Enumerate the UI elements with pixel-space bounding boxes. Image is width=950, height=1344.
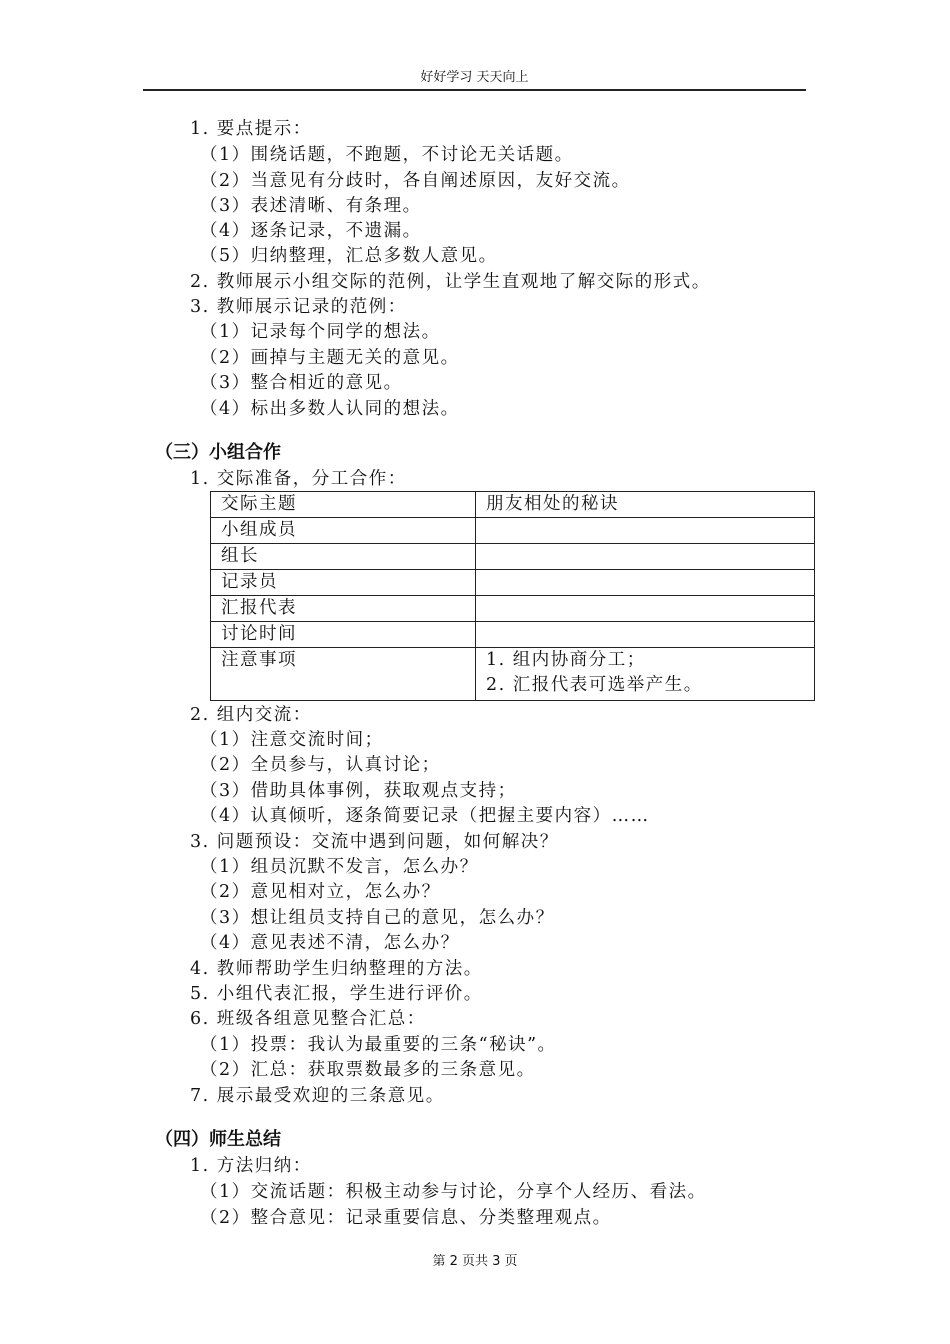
text-line: （2）意见相对立，怎么办？: [200, 882, 441, 902]
text-line: （2）汇总：获取票数最多的三条意见。: [200, 1060, 536, 1080]
table-cell: 组长: [211, 544, 476, 570]
text-line: 1. 要点提示：: [190, 119, 312, 139]
table-cell: 记录员: [211, 570, 476, 596]
text-line: 1. 方法归纳：: [190, 1156, 312, 1176]
table-cell: 朋友相处的秘诀: [476, 492, 815, 518]
table-cell: 注意事项: [211, 648, 476, 701]
text-line: （4）标出多数人认同的想法。: [200, 399, 460, 419]
text-line: （3）整合相近的意见。: [200, 373, 403, 393]
text-line: （2）整合意见：记录重要信息、分类整理观点。: [200, 1208, 612, 1228]
text-line: （5）归纳整理，汇总多数人意见。: [200, 246, 498, 266]
text-line: 5. 小组代表汇报，学生进行评价。: [190, 984, 483, 1004]
table-row: [211, 492, 815, 518]
table-row: [211, 648, 815, 701]
table-cell-notes: [476, 648, 815, 701]
table-cell: [476, 596, 815, 622]
assignment-table: [210, 491, 815, 701]
table-cell: 汇报代表: [211, 596, 476, 622]
text-line: （2）全员参与，认真讨论；: [200, 755, 441, 775]
text-line: 7. 展示最受欢迎的三条意见。: [190, 1086, 445, 1106]
table-cell: [476, 518, 815, 544]
text-line: 2. 教师展示小组交际的范例，让学生直观地了解交际的形式。: [190, 272, 711, 292]
text-line: 4. 教师帮助学生归纳整理的方法。: [190, 959, 483, 979]
page-header: 好好学习 天天向上: [143, 68, 806, 91]
table-row: [211, 544, 815, 570]
table-row: [211, 622, 815, 648]
text-line: 6. 班级各组意见整合汇总：: [190, 1009, 426, 1029]
table-cell: [476, 544, 815, 570]
text-line: 2. 组内交流：: [190, 705, 312, 725]
table-cell: 讨论时间: [211, 622, 476, 648]
table-cell: 交际主题: [211, 492, 476, 518]
text-line: （1）组员沉默不发言，怎么办？: [200, 857, 479, 877]
note-line: 1. 组内协商分工；: [486, 650, 646, 670]
text-line: （1）注意交流时间；: [200, 730, 384, 750]
note-line: 2. 汇报代表可选举产生。: [486, 675, 703, 695]
table-cell: [476, 570, 815, 596]
text-line: 3. 教师展示记录的范例：: [190, 297, 407, 317]
section-heading: （三）小组合作: [155, 442, 281, 463]
text-line: （1）投票：我认为最重要的三条“秘诀”。: [200, 1035, 557, 1055]
table-cell: 小组成员: [211, 518, 476, 544]
text-line: （1）记录每个同学的想法。: [200, 322, 441, 342]
page-number: 第 2 页共 3 页: [432, 1254, 518, 1269]
text-line: （1）交流话题：积极主动参与讨论，分享个人经历、看法。: [200, 1182, 707, 1202]
text-line: （4）逐条记录，不遗漏。: [200, 221, 422, 241]
table-row: [211, 596, 815, 622]
text-line: （3）借助具体事例，获取观点支持；: [200, 781, 517, 801]
text-line: 3. 问题预设：交流中遇到问题，如何解决？: [190, 832, 559, 852]
text-line: （2）画掉与主题无关的意见。: [200, 348, 460, 368]
section-heading: （四）师生总结: [155, 1129, 281, 1150]
text-line: （2）当意见有分歧时，各自阐述原因，友好交流。: [200, 171, 631, 191]
text-line: （3）想让组员支持自己的意见，怎么办？: [200, 908, 555, 928]
text-line: 1. 交际准备，分工合作：: [190, 469, 407, 489]
table-cell: [476, 622, 815, 648]
text-line: （1）围绕话题，不跑题，不讨论无关话题。: [200, 145, 574, 165]
text-line: （4）认真倾听，逐条简要记录（把握主要内容）……: [200, 806, 650, 826]
table-row: [211, 518, 815, 544]
table-row: [211, 570, 815, 596]
text-line: （4）意见表述不清，怎么办？: [200, 933, 460, 953]
text-line: （3）表述清晰、有条理。: [200, 196, 422, 216]
